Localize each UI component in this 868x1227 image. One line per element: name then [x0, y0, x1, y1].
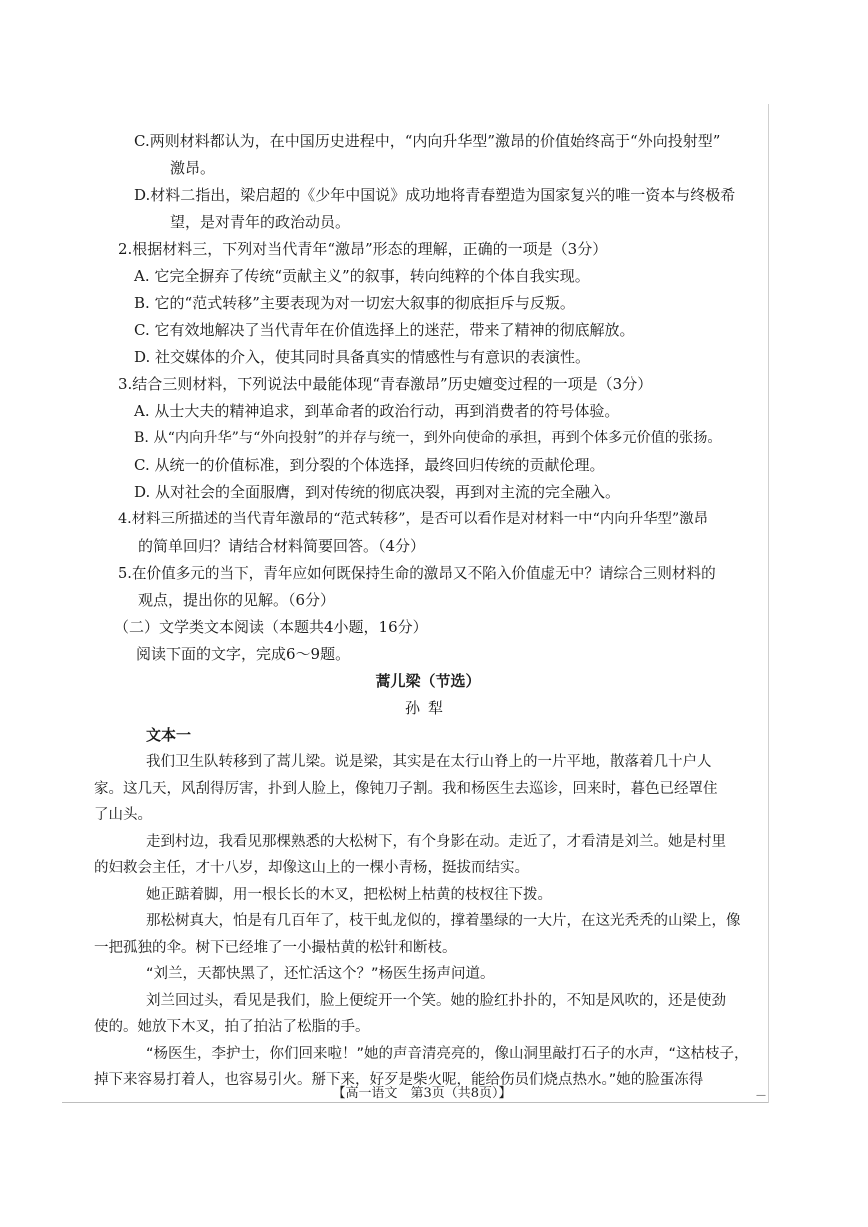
option-b: B. 它的“范式转移”主要表现为对一切宏大叙事的彻底拒斥与反叛。: [134, 294, 575, 312]
option-text: 材料二指出，梁启超的《少年中国说》成功地将青春塑造为国家复兴的唯一资本与终极希: [150, 186, 736, 204]
option-d: D. 社交媒体的介入，使其同时具备真实的情感性与有意识的表演性。: [134, 348, 591, 366]
page-content: [94, 128, 768, 1094]
section-instruction: 阅读下面的文字，完成6～9题。: [136, 645, 351, 663]
paragraph-line: 了山头。: [94, 807, 152, 823]
paragraph-line: “刘兰，天都快黑了，还忙活这个？”杨医生扬声问道。: [146, 966, 495, 982]
paragraph-line: “杨医生，李护士，你们回来啦！”她的声音清亮亮的，像山洞里敲打石子的水声，“这枯枝子，: [146, 1045, 749, 1062]
option-c: C. 从统一的价值标准，到分裂的个体选择，最终回归传统的贡献伦理。: [134, 456, 605, 474]
paragraph-line: 刘兰回过头，看见是我们，脸上便绽开一个笑。她的脸红扑扑的，不知是风吹的，还是使劲: [146, 992, 726, 1009]
section-heading: （二）文学类文本阅读（本题共4小题，16分）: [114, 618, 428, 636]
paragraph-line: 她正踮着脚，用一根长长的木叉，把松树上枯黄的枝杈往下拨。: [146, 886, 552, 903]
option-label: D.: [134, 186, 151, 204]
story-author: 孙犁: [404, 699, 451, 717]
option-text: 两则材料都认为，在中国历史进程中，“内向升华型”激昂的价值始终高于“外向投射型”: [149, 132, 721, 150]
option-label: C.: [134, 132, 150, 150]
question-stem-cont: 观点，提出你的见解。（6分）: [138, 591, 336, 609]
paragraph-line: 家。这几天，风刮得厉害，扑到人脸上，像钝刀子割。我和杨医生去巡诊，回来时，暮色已经罩住: [94, 780, 718, 797]
story-title: 蒿儿梁（节选）: [375, 672, 481, 690]
option-text-cont: 激昂。: [170, 159, 216, 177]
story-paragraph: [94, 829, 768, 882]
question-stem: 3.结合三则材料，下列说法中最能体现“青春激昂”历史嬗变过程的一项是（3分）: [118, 375, 653, 393]
option-a: A. 它完全摒弃了传统“贡献主义”的叙事，转向纯粹的个体自我实现。: [134, 267, 590, 285]
question-4: [118, 506, 768, 560]
question-2: [118, 236, 768, 371]
paragraph-line: 走到村边，我看见那棵熟悉的大松树下，有个身影在动。走近了，才看清是刘兰。她是村里: [146, 833, 726, 850]
question-stem: 2.根据材料三，下列对当代青年“激昂”形态的理解，正确的一项是（3分）: [118, 240, 608, 258]
question-stem-cont: 的简单回归？请结合材料简要回答。（4分）: [138, 537, 426, 555]
page-footer: 【高一语文 第3页（共8页）】: [332, 1086, 512, 1101]
question-stem: 4.材料三所描述的当代青年激昂的“范式转移”，是否可以看作是对材料一中“内向升华型”激昂: [118, 511, 709, 527]
story-paragraph: [118, 882, 768, 909]
question-stem: 5.在价值多元的当下，青年应如何既保持生命的激昂又不陷入价值虚无中？请综合三则材料的: [118, 565, 716, 582]
paragraph-line: 我们卫生队转移到了蒿儿梁。说是梁，其实是在太行山脊上的一片平地，散落着几十户人: [146, 754, 712, 770]
story-body: [94, 749, 768, 1094]
footer-rule: [62, 1102, 768, 1103]
paragraph-line: 一把孤独的伞。树下已经堆了一小撮枯黄的松针和断枝。: [94, 939, 457, 956]
paragraph-line: 那松树真大，怕是有几百年了，枝干虬龙似的，撑着墨绿的一大片，在这光秃秃的山梁上，像: [146, 913, 741, 929]
paragraph-line: 的妇救会主任，才十八岁，却像这山上的一棵小青杨，挺拔而结实。: [94, 860, 529, 876]
option-text-cont: 望，是对青年的政治动员。: [170, 213, 351, 231]
option-b: B. 从“内向升华”与“外向投射”的并存与统一，到外向使命的承担，再到个体多元价值的张扬。: [134, 430, 722, 446]
q1-option-d: [118, 182, 768, 236]
story-paragraph: [118, 961, 768, 988]
story-paragraph: [94, 988, 768, 1041]
option-a: A. 从士大夫的精神追求，到革命者的政治行动，再到消费者的符号体验。: [134, 402, 620, 420]
question-3: [118, 371, 768, 506]
paragraph-line: 掉下来容易打着人，也容易引火。掰下来，好歹是柴火呢，能给伤员们烧点热水。”她的脸蛋冻得: [94, 1072, 704, 1088]
story-paragraph: [94, 749, 768, 829]
corner-mark: —: [756, 1090, 766, 1101]
question-5: [118, 560, 768, 614]
paragraph-line: 使的。她放下木叉，拍了拍沾了松脂的手。: [94, 1019, 370, 1035]
option-d: D. 从对社会的全面服膺，到对传统的彻底决裂，再到对主流的完全融入。: [134, 483, 621, 501]
story-paragraph: [94, 908, 768, 961]
text-label: 文本一: [146, 726, 192, 744]
option-c: C. 它有效地解决了当代青年在价值选择上的迷茫，带来了精神的彻底解放。: [134, 321, 635, 339]
q1-option-c: [118, 128, 768, 182]
